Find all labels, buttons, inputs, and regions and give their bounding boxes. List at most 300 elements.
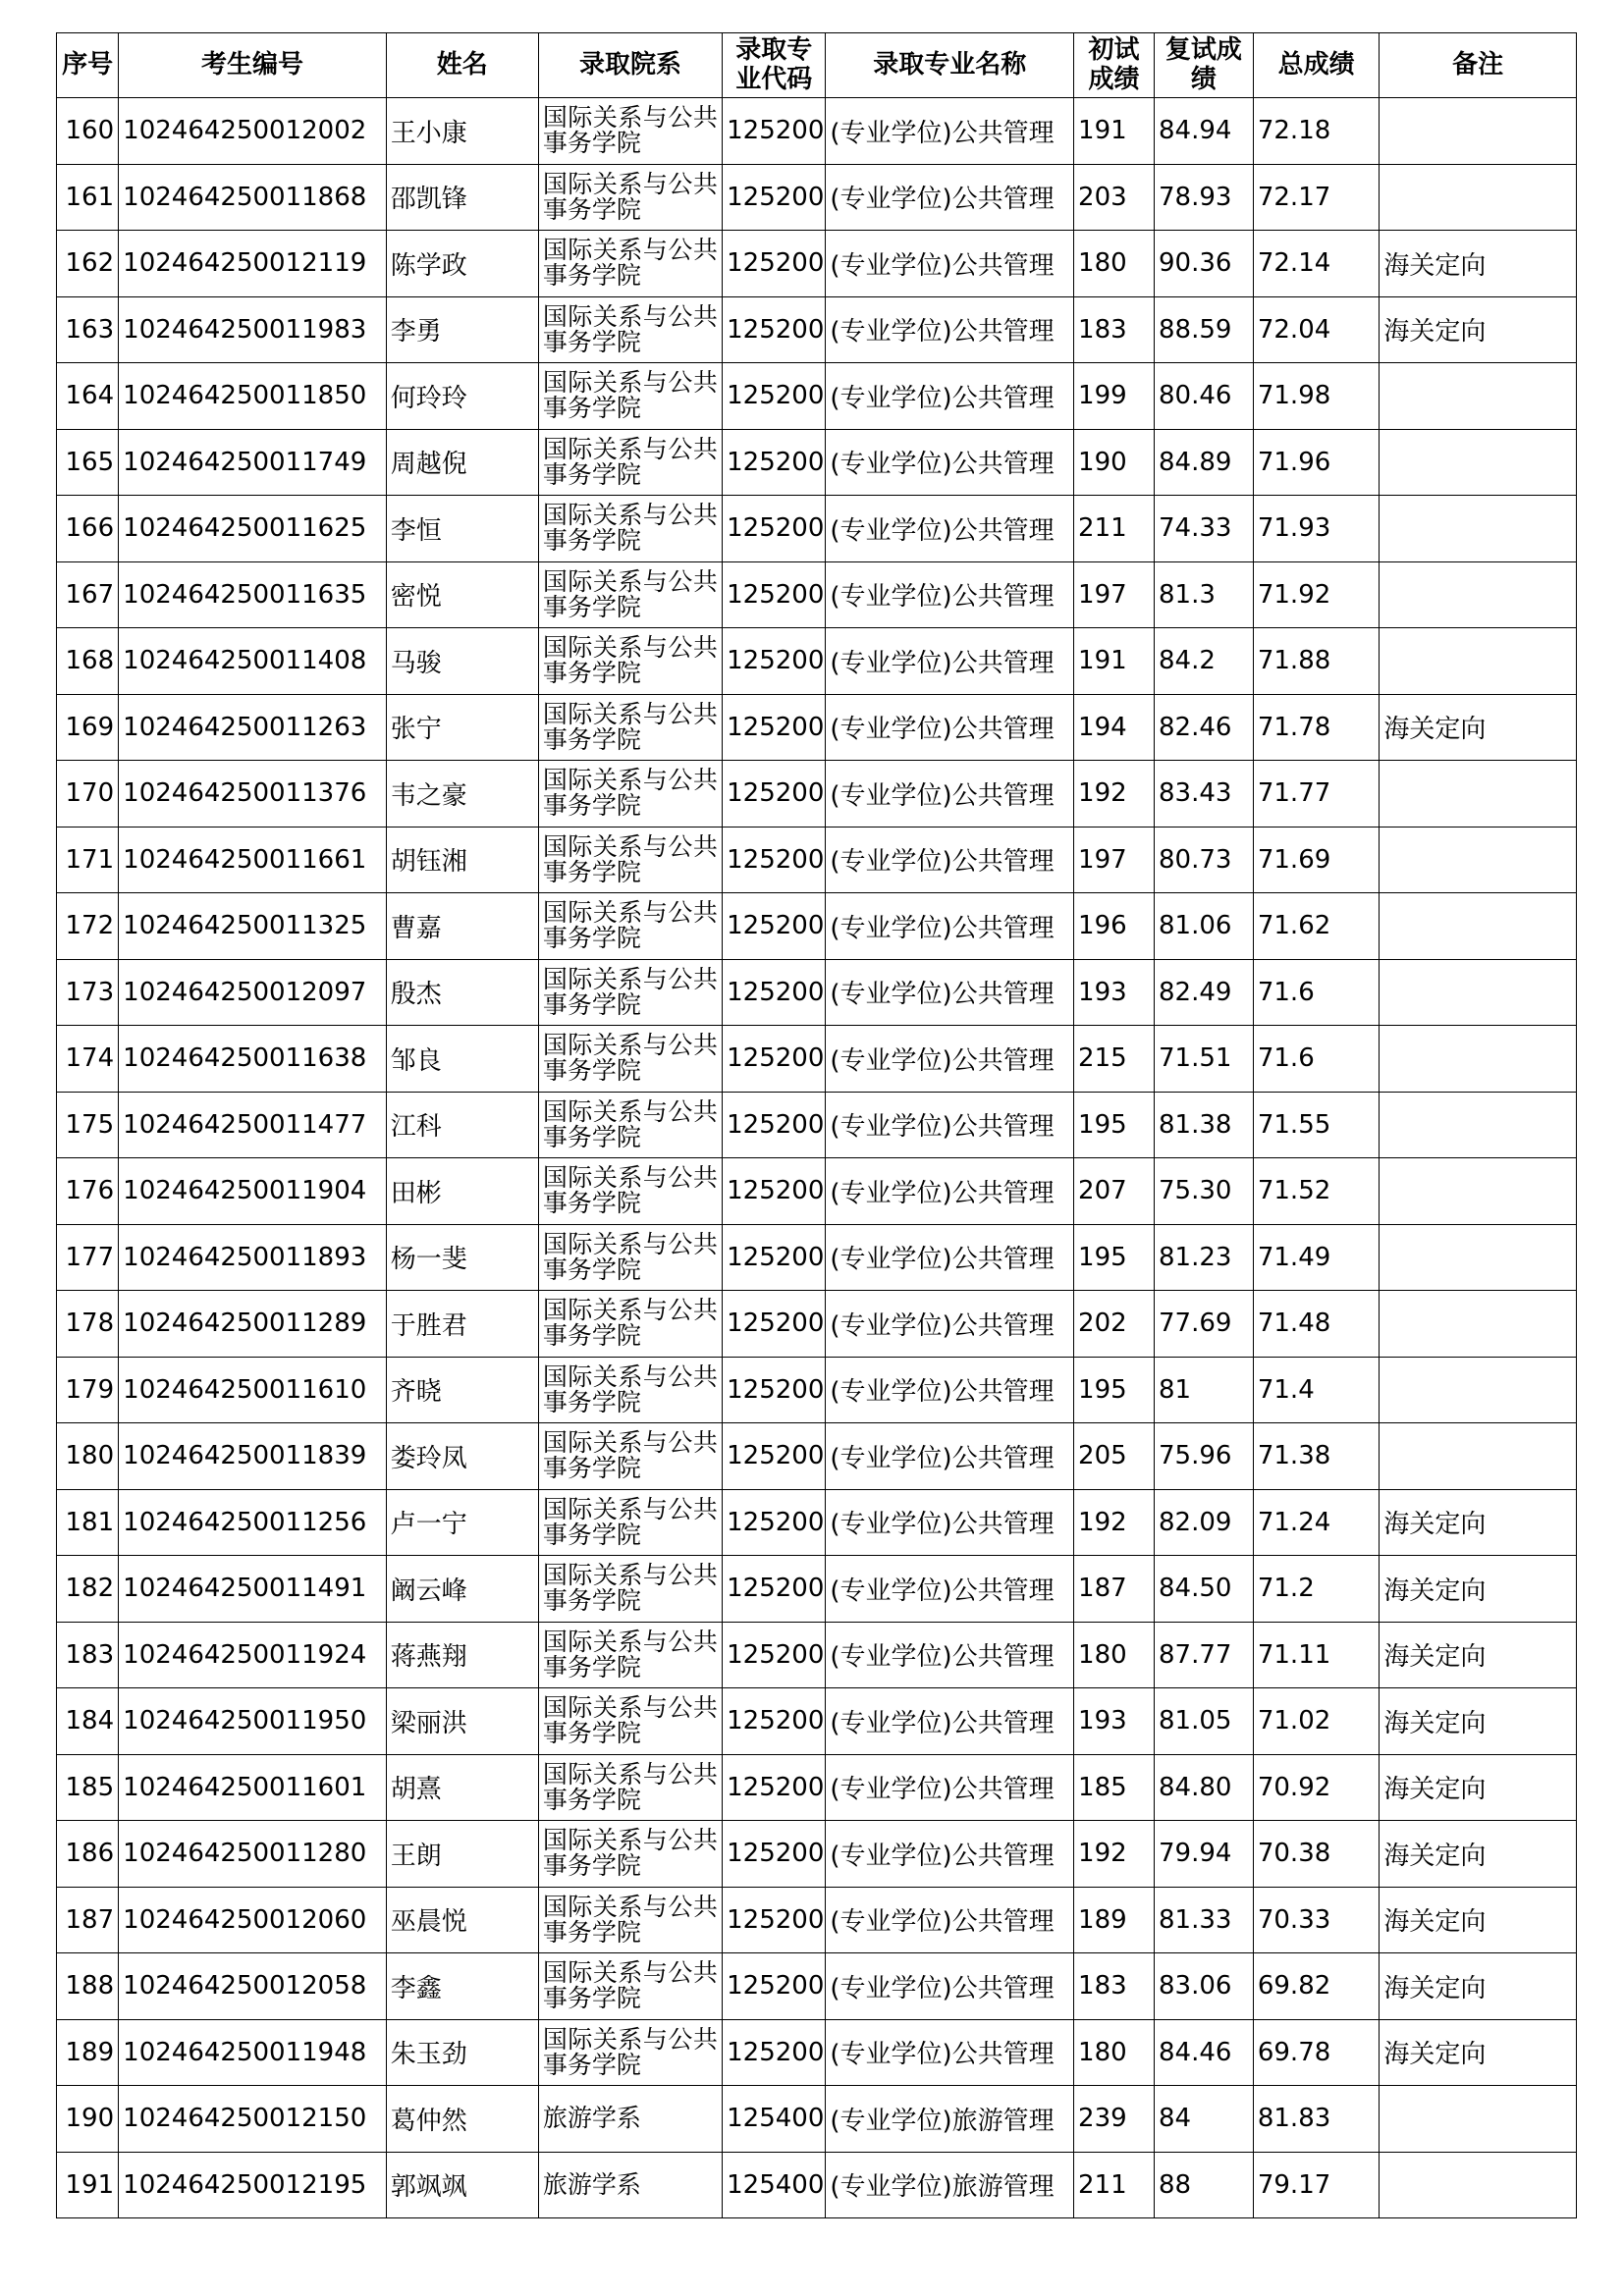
cell-note: 海关定向 (1380, 1622, 1577, 1688)
cell-major-code: 125200 (723, 1556, 826, 1623)
cell-candidate-id: 102464250011376 (119, 761, 387, 828)
table-row (57, 694, 1577, 761)
cell-major-name: (专业学位)公共管理 (826, 164, 1074, 231)
cell-total-score: 71.24 (1253, 1489, 1380, 1556)
cell-seq: 186 (57, 1821, 119, 1888)
cell-total-score: 81.83 (1253, 2086, 1380, 2153)
cell-seq: 170 (57, 761, 119, 828)
cell-major-name: (专业学位)旅游管理 (826, 2152, 1074, 2218)
cell-dept: 国际关系与公共 事务学院 (538, 1821, 722, 1888)
cell-major-name: (专业学位)公共管理 (826, 761, 1074, 828)
cell-candidate-id: 102464250011256 (119, 1489, 387, 1556)
cell-seq: 177 (57, 1224, 119, 1291)
cell-name: 蒋燕翔 (386, 1622, 538, 1688)
cell-major-name: (专业学位)公共管理 (826, 1092, 1074, 1158)
cell-major-code: 125200 (723, 1224, 826, 1291)
cell-major-code: 125200 (723, 296, 826, 363)
table-row (57, 2152, 1577, 2218)
cell-major-code: 125200 (723, 2019, 826, 2086)
cell-seq: 188 (57, 1953, 119, 2020)
cell-prelim-score: 191 (1074, 98, 1155, 165)
cell-major-code: 125200 (723, 1423, 826, 1490)
cell-retest-score: 84 (1155, 2086, 1254, 2153)
cell-seq: 163 (57, 296, 119, 363)
table-row (57, 1556, 1577, 1623)
cell-major-name: (专业学位)公共管理 (826, 1423, 1074, 1490)
cell-dept: 旅游学系 (538, 2152, 722, 2218)
cell-seq: 174 (57, 1026, 119, 1093)
cell-name: 郭飒飒 (386, 2152, 538, 2218)
cell-dept: 国际关系与公共 事务学院 (538, 827, 722, 893)
cell-name: 王朗 (386, 1821, 538, 1888)
cell-note: 海关定向 (1380, 2019, 1577, 2086)
cell-seq: 189 (57, 2019, 119, 2086)
table-row (57, 1357, 1577, 1423)
cell-retest-score: 84.80 (1155, 1754, 1254, 1821)
cell-prelim-score: 211 (1074, 2152, 1155, 2218)
cell-note (1380, 1224, 1577, 1291)
cell-seq: 185 (57, 1754, 119, 1821)
cell-major-code: 125200 (723, 1754, 826, 1821)
cell-candidate-id: 102464250012097 (119, 959, 387, 1026)
cell-major-name: (专业学位)公共管理 (826, 1489, 1074, 1556)
cell-dept: 国际关系与公共 事务学院 (538, 561, 722, 628)
cell-candidate-id: 102464250011610 (119, 1357, 387, 1423)
cell-note (1380, 429, 1577, 496)
cell-seq: 190 (57, 2086, 119, 2153)
cell-retest-score: 84.46 (1155, 2019, 1254, 2086)
cell-major-code: 125200 (723, 1291, 826, 1358)
cell-major-code: 125200 (723, 1622, 826, 1688)
cell-name: 于胜君 (386, 1291, 538, 1358)
table-row (57, 959, 1577, 1026)
cell-dept: 国际关系与公共 事务学院 (538, 1092, 722, 1158)
cell-major-name: (专业学位)公共管理 (826, 1291, 1074, 1358)
cell-note (1380, 363, 1577, 430)
cell-retest-score: 88.59 (1155, 296, 1254, 363)
table-row (57, 164, 1577, 231)
table-row (57, 761, 1577, 828)
cell-prelim-score: 203 (1074, 164, 1155, 231)
header-row (57, 33, 1577, 98)
cell-retest-score: 80.46 (1155, 363, 1254, 430)
cell-major-name: (专业学位)公共管理 (826, 959, 1074, 1026)
cell-dept: 国际关系与公共 事务学院 (538, 98, 722, 165)
cell-candidate-id: 102464250011868 (119, 164, 387, 231)
cell-retest-score: 81.38 (1155, 1092, 1254, 1158)
cell-seq: 171 (57, 827, 119, 893)
cell-candidate-id: 102464250011477 (119, 1092, 387, 1158)
cell-dept: 国际关系与公共 事务学院 (538, 1754, 722, 1821)
cell-retest-score: 78.93 (1155, 164, 1254, 231)
cell-name: 邹良 (386, 1026, 538, 1093)
cell-name: 阚云峰 (386, 1556, 538, 1623)
cell-retest-score: 84.50 (1155, 1556, 1254, 1623)
cell-prelim-score: 185 (1074, 1754, 1155, 1821)
cell-candidate-id: 102464250011661 (119, 827, 387, 893)
cell-total-score: 70.92 (1253, 1754, 1380, 1821)
cell-major-code: 125200 (723, 1158, 826, 1225)
cell-candidate-id: 102464250011850 (119, 363, 387, 430)
cell-major-code: 125200 (723, 827, 826, 893)
cell-candidate-id: 102464250012002 (119, 98, 387, 165)
header-seq: 序号 (57, 33, 119, 98)
table-row (57, 496, 1577, 562)
cell-prelim-score: 199 (1074, 363, 1155, 430)
cell-major-name: (专业学位)公共管理 (826, 1026, 1074, 1093)
cell-note (1380, 1026, 1577, 1093)
cell-candidate-id: 102464250012150 (119, 2086, 387, 2153)
cell-retest-score: 82.49 (1155, 959, 1254, 1026)
cell-candidate-id: 102464250011983 (119, 296, 387, 363)
cell-prelim-score: 180 (1074, 1622, 1155, 1688)
cell-dept: 国际关系与公共 事务学院 (538, 628, 722, 695)
cell-candidate-id: 102464250011893 (119, 1224, 387, 1291)
cell-major-code: 125200 (723, 1489, 826, 1556)
cell-name: 马骏 (386, 628, 538, 695)
cell-name: 陈学政 (386, 231, 538, 297)
cell-retest-score: 75.30 (1155, 1158, 1254, 1225)
cell-note (1380, 561, 1577, 628)
cell-note (1380, 1158, 1577, 1225)
cell-prelim-score: 183 (1074, 1953, 1155, 2020)
cell-prelim-score: 192 (1074, 1821, 1155, 1888)
cell-candidate-id: 102464250011749 (119, 429, 387, 496)
cell-name: 朱玉劲 (386, 2019, 538, 2086)
cell-total-score: 72.04 (1253, 296, 1380, 363)
cell-retest-score: 71.51 (1155, 1026, 1254, 1093)
cell-prelim-score: 191 (1074, 628, 1155, 695)
table-row (57, 2019, 1577, 2086)
cell-note: 海关定向 (1380, 1754, 1577, 1821)
cell-seq: 168 (57, 628, 119, 695)
cell-retest-score: 80.73 (1155, 827, 1254, 893)
cell-note: 海关定向 (1380, 231, 1577, 297)
cell-major-name: (专业学位)公共管理 (826, 561, 1074, 628)
cell-dept: 国际关系与公共 事务学院 (538, 1291, 722, 1358)
header-major: 录取专业名称 (826, 33, 1074, 98)
header-name: 姓名 (386, 33, 538, 98)
table-row (57, 1887, 1577, 1953)
cell-candidate-id: 102464250011601 (119, 1754, 387, 1821)
cell-prelim-score: 180 (1074, 2019, 1155, 2086)
cell-major-name: (专业学位)公共管理 (826, 98, 1074, 165)
table-row (57, 1092, 1577, 1158)
cell-retest-score: 81.05 (1155, 1688, 1254, 1755)
cell-name: 曹嘉 (386, 893, 538, 960)
cell-name: 周越倪 (386, 429, 538, 496)
cell-major-name: (专业学位)旅游管理 (826, 2086, 1074, 2153)
cell-total-score: 71.62 (1253, 893, 1380, 960)
cell-major-name: (专业学位)公共管理 (826, 1754, 1074, 1821)
table-body (57, 98, 1577, 2218)
cell-total-score: 71.48 (1253, 1291, 1380, 1358)
cell-candidate-id: 102464250012058 (119, 1953, 387, 2020)
cell-major-name: (专业学位)公共管理 (826, 893, 1074, 960)
cell-seq: 161 (57, 164, 119, 231)
cell-prelim-score: 215 (1074, 1026, 1155, 1093)
cell-dept: 国际关系与公共 事务学院 (538, 1357, 722, 1423)
cell-total-score: 71.77 (1253, 761, 1380, 828)
cell-seq: 176 (57, 1158, 119, 1225)
cell-seq: 169 (57, 694, 119, 761)
cell-major-code: 125400 (723, 2152, 826, 2218)
cell-seq: 166 (57, 496, 119, 562)
cell-note (1380, 1291, 1577, 1358)
cell-dept: 国际关系与公共 事务学院 (538, 2019, 722, 2086)
cell-total-score: 71.93 (1253, 496, 1380, 562)
cell-retest-score: 84.89 (1155, 429, 1254, 496)
cell-total-score: 70.38 (1253, 1821, 1380, 1888)
cell-prelim-score: 195 (1074, 1224, 1155, 1291)
cell-major-name: (专业学位)公共管理 (826, 1821, 1074, 1888)
cell-note (1380, 2086, 1577, 2153)
header-prelim: 初试成绩 (1074, 33, 1155, 98)
cell-major-name: (专业学位)公共管理 (826, 1953, 1074, 2020)
cell-major-name: (专业学位)公共管理 (826, 296, 1074, 363)
cell-total-score: 79.17 (1253, 2152, 1380, 2218)
cell-retest-score: 83.06 (1155, 1953, 1254, 2020)
cell-candidate-id: 102464250011924 (119, 1622, 387, 1688)
cell-name: 齐晓 (386, 1357, 538, 1423)
cell-major-name: (专业学位)公共管理 (826, 1887, 1074, 1953)
table-row (57, 893, 1577, 960)
cell-dept: 国际关系与公共 事务学院 (538, 1489, 722, 1556)
cell-name: 梁丽洪 (386, 1688, 538, 1755)
cell-dept: 国际关系与公共 事务学院 (538, 1556, 722, 1623)
cell-retest-score: 87.77 (1155, 1622, 1254, 1688)
cell-note (1380, 164, 1577, 231)
cell-name: 巫晨悦 (386, 1887, 538, 1953)
cell-major-name: (专业学位)公共管理 (826, 827, 1074, 893)
cell-total-score: 71.69 (1253, 827, 1380, 893)
cell-major-name: (专业学位)公共管理 (826, 628, 1074, 695)
cell-major-name: (专业学位)公共管理 (826, 1688, 1074, 1755)
cell-major-code: 125200 (723, 1357, 826, 1423)
cell-major-code: 125200 (723, 628, 826, 695)
cell-major-code: 125200 (723, 1887, 826, 1953)
cell-major-code: 125400 (723, 2086, 826, 2153)
header-id: 考生编号 (119, 33, 387, 98)
cell-note (1380, 1092, 1577, 1158)
cell-retest-score: 82.46 (1155, 694, 1254, 761)
cell-total-score: 72.14 (1253, 231, 1380, 297)
table-row (57, 98, 1577, 165)
admission-table (56, 32, 1577, 2218)
cell-seq: 172 (57, 893, 119, 960)
table-row (57, 1688, 1577, 1755)
cell-dept: 国际关系与公共 事务学院 (538, 231, 722, 297)
table-row (57, 1423, 1577, 1490)
cell-name: 江科 (386, 1092, 538, 1158)
cell-total-score: 71.11 (1253, 1622, 1380, 1688)
cell-retest-score: 84.2 (1155, 628, 1254, 695)
cell-candidate-id: 102464250011289 (119, 1291, 387, 1358)
table-row (57, 231, 1577, 297)
cell-prelim-score: 197 (1074, 561, 1155, 628)
cell-total-score: 71.88 (1253, 628, 1380, 695)
cell-name: 李恒 (386, 496, 538, 562)
cell-major-name: (专业学位)公共管理 (826, 429, 1074, 496)
cell-major-name: (专业学位)公共管理 (826, 496, 1074, 562)
cell-prelim-score: 195 (1074, 1357, 1155, 1423)
cell-total-score: 72.17 (1253, 164, 1380, 231)
cell-note: 海关定向 (1380, 1887, 1577, 1953)
table-row (57, 628, 1577, 695)
cell-prelim-score: 190 (1074, 429, 1155, 496)
cell-retest-score: 75.96 (1155, 1423, 1254, 1490)
cell-major-code: 125200 (723, 561, 826, 628)
cell-name: 胡熹 (386, 1754, 538, 1821)
cell-seq: 175 (57, 1092, 119, 1158)
cell-major-code: 125200 (723, 231, 826, 297)
cell-dept: 国际关系与公共 事务学院 (538, 363, 722, 430)
cell-major-code: 125200 (723, 98, 826, 165)
cell-note (1380, 959, 1577, 1026)
header-code: 录取专业代码 (723, 33, 826, 98)
cell-prelim-score: 211 (1074, 496, 1155, 562)
cell-dept: 国际关系与公共 事务学院 (538, 429, 722, 496)
cell-note (1380, 1423, 1577, 1490)
cell-total-score: 71.49 (1253, 1224, 1380, 1291)
cell-major-code: 125200 (723, 1026, 826, 1093)
cell-prelim-score: 202 (1074, 1291, 1155, 1358)
cell-note (1380, 893, 1577, 960)
cell-name: 胡钰湘 (386, 827, 538, 893)
cell-dept: 旅游学系 (538, 2086, 722, 2153)
cell-seq: 164 (57, 363, 119, 430)
cell-major-code: 125200 (723, 893, 826, 960)
cell-total-score: 71.4 (1253, 1357, 1380, 1423)
cell-prelim-score: 187 (1074, 1556, 1155, 1623)
cell-retest-score: 81.23 (1155, 1224, 1254, 1291)
cell-candidate-id: 102464250011904 (119, 1158, 387, 1225)
cell-major-name: (专业学位)公共管理 (826, 1622, 1074, 1688)
cell-name: 卢一宁 (386, 1489, 538, 1556)
cell-seq: 182 (57, 1556, 119, 1623)
cell-candidate-id: 102464250011950 (119, 1688, 387, 1755)
cell-candidate-id: 102464250012195 (119, 2152, 387, 2218)
cell-seq: 187 (57, 1887, 119, 1953)
table-row (57, 429, 1577, 496)
cell-seq: 183 (57, 1622, 119, 1688)
cell-seq: 181 (57, 1489, 119, 1556)
cell-prelim-score: 192 (1074, 761, 1155, 828)
cell-retest-score: 82.09 (1155, 1489, 1254, 1556)
cell-name: 娄玲凤 (386, 1423, 538, 1490)
cell-retest-score: 77.69 (1155, 1291, 1254, 1358)
table-row (57, 561, 1577, 628)
cell-note (1380, 1357, 1577, 1423)
cell-note: 海关定向 (1380, 1821, 1577, 1888)
cell-major-code: 125200 (723, 1953, 826, 2020)
cell-retest-score: 88 (1155, 2152, 1254, 2218)
table-row (57, 1026, 1577, 1093)
table-row (57, 827, 1577, 893)
cell-total-score: 71.98 (1253, 363, 1380, 430)
cell-dept: 国际关系与公共 事务学院 (538, 296, 722, 363)
cell-name: 张宁 (386, 694, 538, 761)
cell-retest-score: 81 (1155, 1357, 1254, 1423)
cell-candidate-id: 102464250011408 (119, 628, 387, 695)
cell-candidate-id: 102464250012119 (119, 231, 387, 297)
cell-note: 海关定向 (1380, 296, 1577, 363)
cell-seq: 162 (57, 231, 119, 297)
cell-dept: 国际关系与公共 事务学院 (538, 1688, 722, 1755)
cell-major-code: 125200 (723, 164, 826, 231)
cell-major-name: (专业学位)公共管理 (826, 2019, 1074, 2086)
cell-major-name: (专业学位)公共管理 (826, 1158, 1074, 1225)
cell-total-score: 71.78 (1253, 694, 1380, 761)
cell-major-code: 125200 (723, 1821, 826, 1888)
cell-retest-score: 81.06 (1155, 893, 1254, 960)
cell-prelim-score: 195 (1074, 1092, 1155, 1158)
cell-note: 海关定向 (1380, 1556, 1577, 1623)
table-row (57, 1489, 1577, 1556)
cell-seq: 173 (57, 959, 119, 1026)
cell-major-code: 125200 (723, 694, 826, 761)
cell-note (1380, 98, 1577, 165)
table-row (57, 296, 1577, 363)
cell-total-score: 69.78 (1253, 2019, 1380, 2086)
cell-dept: 国际关系与公共 事务学院 (538, 1953, 722, 2020)
cell-dept: 国际关系与公共 事务学院 (538, 496, 722, 562)
cell-prelim-score: 193 (1074, 1688, 1155, 1755)
cell-candidate-id: 102464250011325 (119, 893, 387, 960)
cell-dept: 国际关系与公共 事务学院 (538, 164, 722, 231)
cell-prelim-score: 192 (1074, 1489, 1155, 1556)
cell-candidate-id: 102464250011638 (119, 1026, 387, 1093)
cell-total-score: 71.02 (1253, 1688, 1380, 1755)
cell-prelim-score: 194 (1074, 694, 1155, 761)
cell-candidate-id: 102464250011263 (119, 694, 387, 761)
cell-prelim-score: 207 (1074, 1158, 1155, 1225)
cell-note: 海关定向 (1380, 1489, 1577, 1556)
cell-major-code: 125200 (723, 1688, 826, 1755)
cell-retest-score: 84.94 (1155, 98, 1254, 165)
cell-prelim-score: 239 (1074, 2086, 1155, 2153)
cell-dept: 国际关系与公共 事务学院 (538, 1224, 722, 1291)
cell-prelim-score: 193 (1074, 959, 1155, 1026)
cell-major-name: (专业学位)公共管理 (826, 1556, 1074, 1623)
table-row (57, 1821, 1577, 1888)
cell-candidate-id: 102464250011491 (119, 1556, 387, 1623)
cell-note (1380, 2152, 1577, 2218)
cell-seq: 165 (57, 429, 119, 496)
cell-candidate-id: 102464250011625 (119, 496, 387, 562)
cell-seq: 184 (57, 1688, 119, 1755)
table-row (57, 1622, 1577, 1688)
cell-prelim-score: 197 (1074, 827, 1155, 893)
cell-dept: 国际关系与公共 事务学院 (538, 761, 722, 828)
cell-total-score: 71.96 (1253, 429, 1380, 496)
cell-dept: 国际关系与公共 事务学院 (538, 893, 722, 960)
cell-name: 李鑫 (386, 1953, 538, 2020)
cell-seq: 167 (57, 561, 119, 628)
cell-major-name: (专业学位)公共管理 (826, 1357, 1074, 1423)
cell-dept: 国际关系与公共 事务学院 (538, 694, 722, 761)
cell-seq: 160 (57, 98, 119, 165)
cell-total-score: 71.2 (1253, 1556, 1380, 1623)
cell-retest-score: 81.3 (1155, 561, 1254, 628)
cell-name: 韦之豪 (386, 761, 538, 828)
cell-dept: 国际关系与公共 事务学院 (538, 1622, 722, 1688)
cell-note (1380, 761, 1577, 828)
table-row (57, 1953, 1577, 2020)
cell-candidate-id: 102464250012060 (119, 1887, 387, 1953)
cell-name: 李勇 (386, 296, 538, 363)
cell-major-code: 125200 (723, 429, 826, 496)
